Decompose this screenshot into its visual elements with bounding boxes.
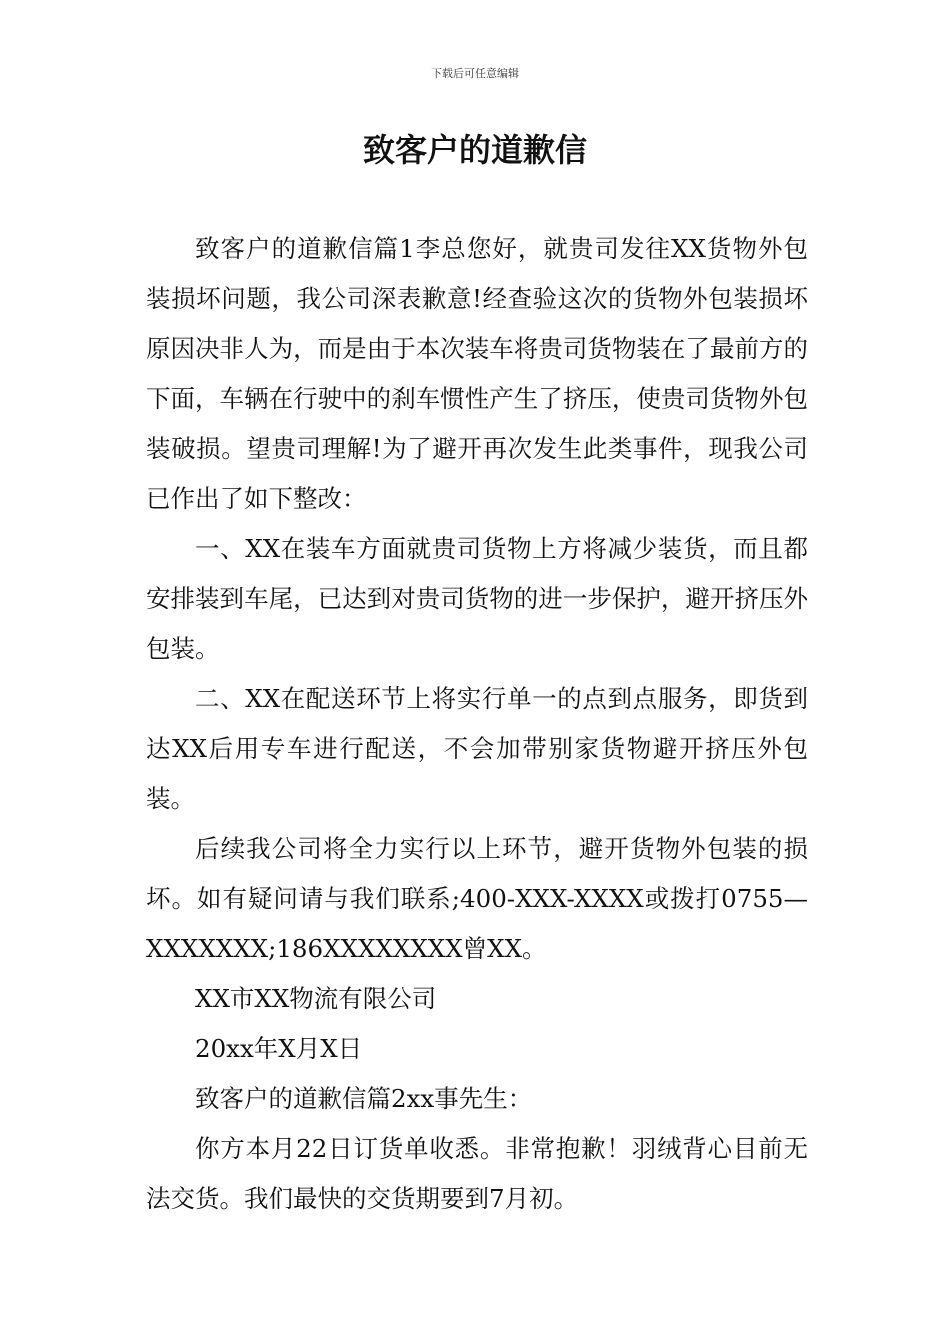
- paragraph: 二、XX在配送环节上将实行单一的点到点服务，即货到达XX后用专车进行配送，不会加带别家货物避开挤压外包装。: [146, 684, 808, 813]
- document-title: 致客户的道歉信: [362, 131, 587, 169]
- paragraph: 一、XX在装车方面就贵司货物上方将减少装货，而且都安排装到车尾，已达到对贵司货物的进一步保护，避开挤压外包装。: [146, 534, 808, 663]
- document-body: [146, 224, 808, 1224]
- header-note: 下载后可任意编辑: [431, 67, 519, 80]
- paragraph: 致客户的道歉信篇1李总您好，就贵司发往XX货物外包装损坏问题，我公司深表歉意!经查验这次的货物外包装损坏原因决非人为，而是由于本次装车将贵司货物装在了最前方的下面，车辆在行驶中的刹车惯性产生了挤压，使贵司货物外包装破损。望贵司理解!为了避开再次发生此类事件，现我公司已作出了如下整改：: [146, 234, 808, 513]
- paragraph: 后续我公司将全力实行以上环节，避开货物外包装的损坏。如有疑问请与我们联系;400-XXX-XXXX或拨打0755—XXXXXXX;186XXXXXXXX曾XX。: [146, 834, 808, 963]
- signature-company: XX市XX物流有限公司: [195, 984, 437, 1013]
- paragraph: 你方本月22日订货单收悉。非常抱歉！羽绒背心目前无法交货。我们最快的交货期要到7月初。: [146, 1134, 808, 1213]
- paragraph: 致客户的道歉信篇2xx事先生：: [195, 1084, 533, 1113]
- signature-date: 20xx年X月X日: [195, 1034, 363, 1063]
